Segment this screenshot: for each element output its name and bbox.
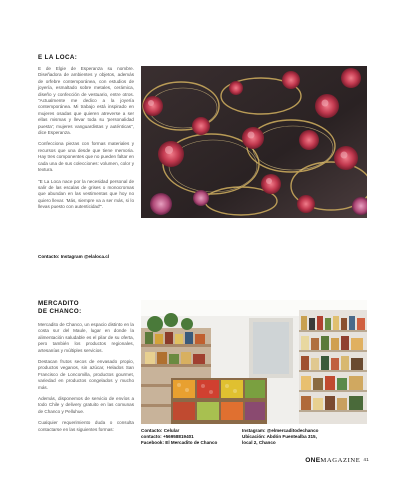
e-la-loca-paragraph-2: Confecciona piezas con formas materiales y recursos que una desde que tiene memoria. Hay tres componentes que no pueden faltar en cada una de sus colecciones: volumen, color y textura.	[38, 141, 134, 173]
section-title-mercadito-line-2: DE CHANCO:	[38, 307, 82, 315]
mercadito-contact-facebook: Facebook: El Mercadito de Chanco	[141, 440, 218, 446]
section-title-e-la-loca: E LA LOCA:	[38, 54, 78, 61]
e-la-loca-contact: Contacto: Instagram @elaloca.cl	[38, 254, 110, 259]
e-la-loca-text	[38, 66, 134, 216]
mercadito-paragraph-4: Cualquier requerimiento duda o consulta contactarse en las siguientes formas:	[38, 420, 134, 432]
footer-brand-one: ONE	[305, 457, 321, 464]
section-title-mercadito-line-1: MERCADITO	[38, 300, 79, 307]
mercadito-paragraph-3: Además, disponemos de servicio de envíos a todo Chile y delivery gratuito en las comunas de Chanco y Pelluhue.	[38, 396, 134, 414]
store-photo	[141, 300, 367, 424]
e-la-loca-paragraph-1: E de Elgie de Esperanza su nombre. Diseñadora de ambientes y objetos, además de orfebre contemporánea, con estudios de joyería, esmaltado sobre metales, cerámica, diseño y confección de vestuario, entre otros. "Actualmente me dedico a la joyería contemporánea. Mi trabajo está inspirado en mujeres osadas que quieren atreverse a ser ellas mismas y llevar toda su 'personalidad puesta'; mujeres vanguardistas y auténticas", dice Esperanza.	[38, 66, 134, 136]
mercadito-contact-right	[242, 428, 367, 447]
mercadito-paragraph-1: Mercadito de Chanco, un espacio distinto en la costa sur del Maule, lugar en donde la alimentación saludable es el pilar de su oferta, pero también los productos regionales, artesanías y múltiples servicios.	[38, 322, 134, 353]
mercadito-paragraph-2: Destacan frutos secos de envasado propio, productos veganos, sin azúcar, Helados San Francisco de Loncomilla, productos gourmet, variedad en productos congelados y mucho más.	[38, 359, 134, 390]
store-illustration	[141, 300, 367, 424]
mercadito-contact-location-2: local 2, Chanco	[242, 440, 276, 446]
mercadito-contact-location-1: Ubicación: Abdón Fuentealba 315,	[242, 434, 317, 440]
mercadito-contact-left	[141, 428, 241, 447]
footer-brand-magazine: MAGAZINE	[320, 457, 361, 464]
mercadito-contact-instagram: Instagram: @elmercaditodechanco	[242, 428, 319, 433]
page-number: 41	[363, 457, 369, 462]
mercadito-contact-phone-label: Contacto: Celular	[141, 428, 180, 433]
section-title-mercadito	[38, 300, 82, 315]
jewelry-illustration	[141, 66, 367, 218]
mercadito-contact-phone: contacto: +56958819401	[141, 434, 194, 440]
e-la-loca-paragraph-3: "E La Loca nace por la necesidad personal de salir de las escalas de grises o monocromas que abundan en las vestimentas que hoy no quiero llevar. 'Más, siempre va a ser más, si lo llevas puesto con autenticidad'".	[38, 178, 134, 210]
mercadito-text	[38, 322, 134, 438]
jewelry-photo	[141, 66, 367, 218]
footer-brand	[305, 457, 369, 464]
